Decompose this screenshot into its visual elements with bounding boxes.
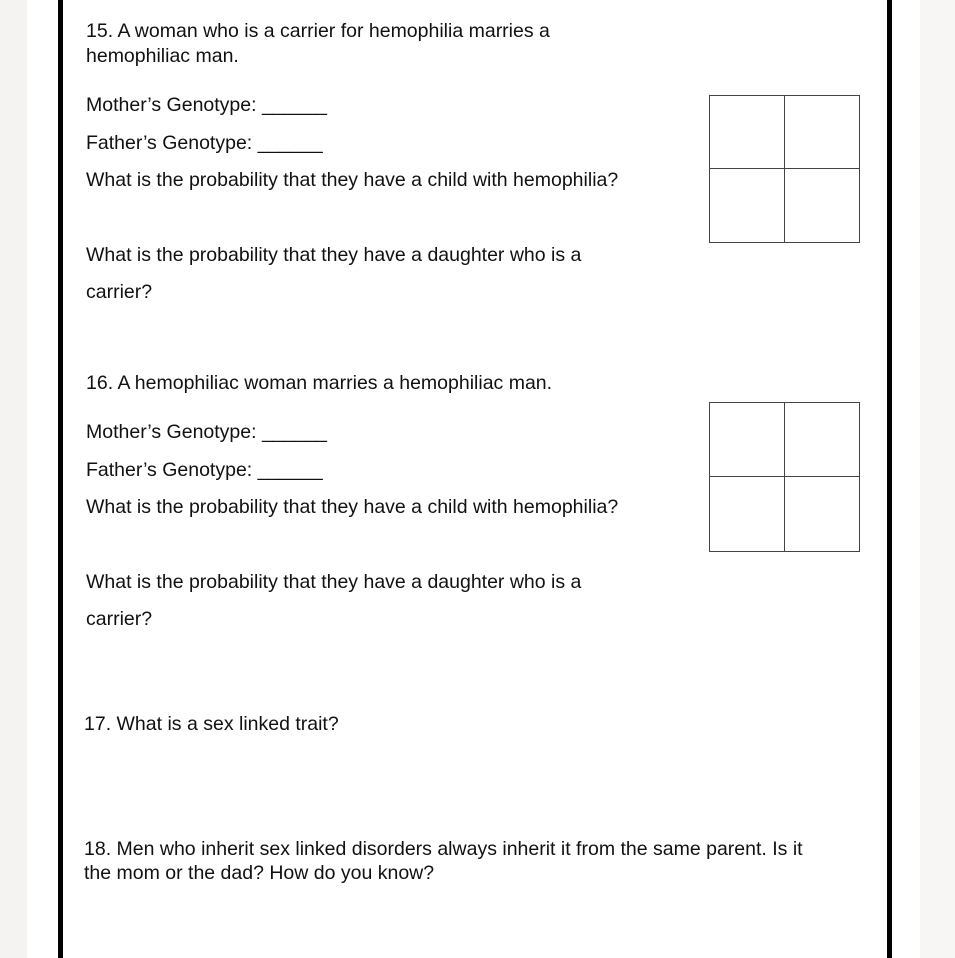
punnett-cell (785, 403, 860, 477)
scroll-gutter (920, 0, 955, 958)
punnett-cell (710, 477, 785, 551)
q15-prompt-line2: hemophiliac man. (86, 45, 239, 67)
page-border-left (58, 0, 63, 958)
q18-prompt-line1: 18. Men who inherit sex linked disorders always inherit it from the same parent. Is it (84, 838, 803, 860)
q15-mother-genotype: Mother’s Genotype: ______ (86, 94, 328, 116)
q16-prompt-line1: 16. A hemophiliac woman marries a hemophiliac man. (86, 372, 553, 394)
page-border-right (887, 0, 892, 958)
q16-father-genotype: Father’s Genotype: ______ (86, 459, 323, 481)
q15-probability-daughter-line1: What is the probability that they have a daughter who is a (86, 244, 582, 266)
q15-prompt-line1: 15. A woman who is a carrier for hemophilia marries a (86, 20, 550, 42)
q16-punnett-square (709, 402, 860, 552)
q15-probability-child: What is the probability that they have a child with hemophilia? (86, 169, 619, 191)
q15-father-genotype: Father’s Genotype: ______ (86, 132, 323, 154)
punnett-cell (710, 96, 785, 169)
punnett-cell (785, 96, 860, 169)
q17-prompt: 17. What is a sex linked trait? (84, 713, 339, 735)
q16-mother-genotype: Mother’s Genotype: ______ (86, 421, 328, 443)
q16-probability-daughter-line1: What is the probability that they have a daughter who is a (86, 571, 582, 593)
q16-probability-child: What is the probability that they have a child with hemophilia? (86, 496, 619, 518)
punnett-cell (785, 477, 860, 551)
punnett-cell (710, 169, 785, 242)
q18-prompt-line2: the mom or the dad? How do you know? (84, 862, 435, 884)
punnett-cell (785, 169, 860, 242)
q15-punnett-square (709, 95, 860, 243)
punnett-cell (710, 403, 785, 477)
q15-probability-daughter-line2: carrier? (86, 281, 153, 303)
q16-probability-daughter-line2: carrier? (86, 608, 153, 630)
